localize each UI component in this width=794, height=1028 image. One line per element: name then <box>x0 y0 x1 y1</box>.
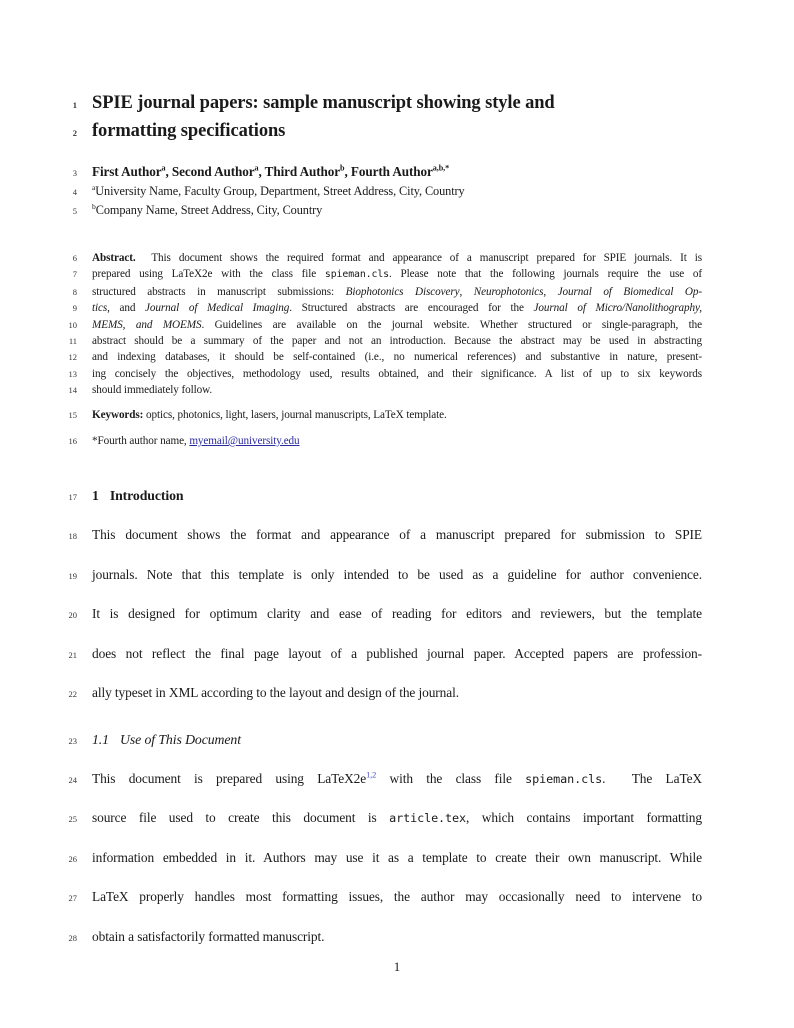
doc-line-text <box>92 90 702 116</box>
doc-line <box>0 556 794 596</box>
text-segment: University Name, Faculty Group, Department, Street Address, City, Country <box>95 184 465 198</box>
page-number: 1 <box>393 959 401 974</box>
text-segment: , <box>543 285 558 298</box>
doc-line-text <box>92 349 702 365</box>
doc-line-text <box>92 635 702 673</box>
doc-line <box>0 407 794 423</box>
doc-line <box>0 918 794 958</box>
doc-line-text <box>92 731 702 749</box>
line-number: 1 <box>72 100 77 110</box>
doc-line-text <box>92 407 702 423</box>
line-number: 10 <box>68 319 77 330</box>
doc-line <box>0 201 794 220</box>
line-number: 27 <box>68 893 77 904</box>
line-number: 12 <box>68 352 77 363</box>
text-segment: This document shows the required format and appearance of a manuscript prepared for SPIE journals. It is <box>135 252 702 264</box>
text-segment: Biophotonics Discovery <box>345 285 460 298</box>
text-segment: spieman.cls <box>324 269 389 281</box>
block-body1 <box>0 516 794 714</box>
line-number: 17 <box>68 492 77 503</box>
line-number: 19 <box>68 570 77 581</box>
line-number: 15 <box>68 409 77 420</box>
text-segment: abstract should be a summary of the paper and not an introduction. Because the abstract may be used in abstracting <box>92 335 702 348</box>
line-number: 11 <box>68 336 77 347</box>
text-segment: This document shows the format and appearance of a manuscript prepared for submission to SPIE <box>92 527 702 543</box>
doc-line-text <box>92 266 702 283</box>
text-segment: structured abstracts in manuscript submissions: <box>92 285 346 298</box>
line-number: 16 <box>68 436 77 447</box>
line-number: 8 <box>72 286 77 297</box>
text-segment: MEMS, and MOEMS <box>92 318 202 331</box>
line-number: 2 <box>72 128 77 138</box>
text-segment: Journal of Medical Imaging <box>145 302 290 315</box>
doc-line <box>0 839 794 879</box>
line-number: 21 <box>68 649 77 660</box>
text-segment: It is designed for optimum clarity and ease of reading for editors and reviewers, but the template <box>92 606 702 622</box>
line-number: 18 <box>68 531 77 542</box>
block-h1 <box>0 487 794 506</box>
text-segment: journals. Note that this template is only intended to be used as a guideline for author convenience. <box>92 566 702 582</box>
doc-line-text <box>92 163 702 181</box>
doc-line <box>0 90 794 118</box>
text-segment: a <box>161 163 166 173</box>
text-segment: article.tex <box>389 811 467 826</box>
text-segment: spieman.cls <box>525 771 603 786</box>
line-number: 24 <box>68 774 77 785</box>
doc-line <box>0 250 794 266</box>
line-number: 4 <box>72 187 77 197</box>
doc-line-text <box>92 556 702 594</box>
doc-line <box>0 118 794 146</box>
text-segment: , Fourth Author <box>344 164 433 179</box>
line-number: 3 <box>72 168 77 178</box>
doc-line <box>0 487 794 506</box>
doc-lines <box>0 90 794 957</box>
line-number: 6 <box>72 253 77 263</box>
doc-line-text <box>92 595 702 633</box>
text-segment: . Guidelines are available on the journal website. Whether structured or single-paragraph, the <box>201 318 702 331</box>
doc-line <box>0 595 794 635</box>
text-segment: *Fourth author name, <box>92 435 190 448</box>
doc-line <box>0 433 794 449</box>
doc-line <box>0 799 794 839</box>
doc-line <box>0 266 794 283</box>
doc-line <box>0 284 794 300</box>
text-segment: , Second Author <box>165 164 255 179</box>
doc-line <box>0 366 794 382</box>
doc-line-text <box>92 317 702 333</box>
text-segment: . Structured abstracts are encouraged for the <box>289 302 534 315</box>
block-keywords <box>0 407 794 423</box>
doc-line-text <box>92 333 702 349</box>
text-segment: and indexing databases, it should be self-contained (i.e., no numerical references) and substantive in nature, present- <box>92 351 702 364</box>
doc-line-text <box>92 839 702 877</box>
doc-line-text <box>92 300 702 316</box>
doc-line-text <box>92 674 702 712</box>
doc-line-text <box>92 760 702 799</box>
text-segment: ing concisely the objectives, methodology used, results obtained, and their significance. A list of up to six keywords <box>92 367 702 380</box>
text-segment: information embedded in it. Authors may use it as a template to create their own manuscript. While <box>92 849 702 865</box>
doc-line <box>0 163 794 182</box>
doc-line-text <box>92 284 702 300</box>
line-number: 13 <box>68 368 77 379</box>
doc-line-text <box>92 382 702 398</box>
doc-line <box>0 731 794 750</box>
line-number: 5 <box>72 206 77 216</box>
text-segment: obtain a satisfactorily formatted manuscript. <box>92 928 325 944</box>
text-segment: This document is prepared using LaTeX2e <box>92 770 367 786</box>
text-segment: a <box>92 182 96 192</box>
citation-link[interactable]: 1,2 <box>366 770 377 780</box>
text-segment: Company Name, Street Address, City, Country <box>95 203 323 217</box>
doc-line <box>0 349 794 365</box>
doc-line-text <box>92 433 702 449</box>
text-segment: , <box>459 285 474 298</box>
text-segment: . The LaTeX <box>602 770 702 786</box>
text-segment: Use of This Document <box>119 731 241 747</box>
line-number: 9 <box>72 303 77 314</box>
text-segment: . Please note that the following journals require the use of <box>388 268 702 281</box>
doc-line-text <box>92 366 702 382</box>
email-link[interactable]: myemail@university.edu <box>189 435 300 448</box>
text-segment: with the class file <box>376 770 526 786</box>
text-segment: 1.1 <box>92 731 109 747</box>
text-segment: b <box>92 201 96 211</box>
text-segment: source file used to create this document is <box>92 810 390 826</box>
text-segment: a,b,* <box>432 163 450 173</box>
text-segment: ally typeset in XML according to the layout and design of the journal. <box>92 685 459 701</box>
text-segment: Abstract. <box>92 252 136 264</box>
text-segment: , which contains important formatting <box>466 810 702 826</box>
block-authors <box>0 163 794 220</box>
text-segment: , Third Author <box>258 164 341 179</box>
doc-line <box>0 182 794 201</box>
block-body2 <box>0 760 794 958</box>
line-number: 25 <box>68 814 77 825</box>
line-number: 20 <box>68 610 77 621</box>
text-segment: does not reflect the final page layout of a published journal paper. Accepted papers are profession- <box>92 645 702 661</box>
text-segment: Journal of Biomedical Op- <box>557 285 702 298</box>
doc-line-text <box>92 182 702 200</box>
text-segment: optics, photonics, light, lasers, journal manuscripts, LaTeX template. <box>143 408 447 421</box>
text-segment: formatting specifications <box>92 121 286 141</box>
line-number: 26 <box>68 853 77 864</box>
text-segment: LaTeX properly handles most formatting issues, the author may occasionally need to intervene to <box>92 889 702 905</box>
line-number: 14 <box>68 385 77 396</box>
line-number: 23 <box>68 735 77 746</box>
doc-line <box>0 760 794 800</box>
doc-line <box>0 333 794 349</box>
block-title <box>0 90 794 146</box>
doc-line-text <box>92 516 702 554</box>
doc-line-text <box>92 118 702 144</box>
doc-line-text <box>92 201 702 219</box>
text-segment: tics <box>92 302 108 315</box>
text-segment: Neurophotonics <box>473 285 544 298</box>
text-segment: First Author <box>92 164 162 179</box>
text-segment: Introduction <box>109 488 184 504</box>
text-segment: Journal of Micro/Nanolithography, <box>533 302 702 315</box>
doc-line <box>0 516 794 556</box>
doc-line <box>0 317 794 333</box>
doc-line <box>0 878 794 918</box>
doc-line <box>0 635 794 675</box>
doc-line-text <box>92 799 702 838</box>
block-abstract <box>0 250 794 399</box>
doc-line <box>0 674 794 714</box>
text-segment: , and <box>107 302 146 315</box>
text-segment: SPIE journal papers: sample manuscript showing style and <box>92 93 555 113</box>
text-segment: a <box>254 163 259 173</box>
line-number: 22 <box>68 689 77 700</box>
doc-line-text <box>92 487 702 505</box>
doc-line-text <box>92 250 702 266</box>
text-segment: Keywords: <box>92 408 144 421</box>
block-email <box>0 433 794 449</box>
text-segment: b <box>340 163 345 173</box>
doc-line <box>0 382 794 398</box>
doc-line-text <box>92 878 702 916</box>
line-number: 7 <box>72 269 77 280</box>
text-segment: prepared using LaTeX2e with the class file <box>92 268 325 281</box>
text-segment: should immediately follow. <box>92 384 213 397</box>
doc-line <box>0 300 794 316</box>
text-segment: 1 <box>92 488 99 504</box>
doc-line-text <box>92 918 702 956</box>
line-number: 28 <box>68 932 77 943</box>
block-h2 <box>0 731 794 750</box>
